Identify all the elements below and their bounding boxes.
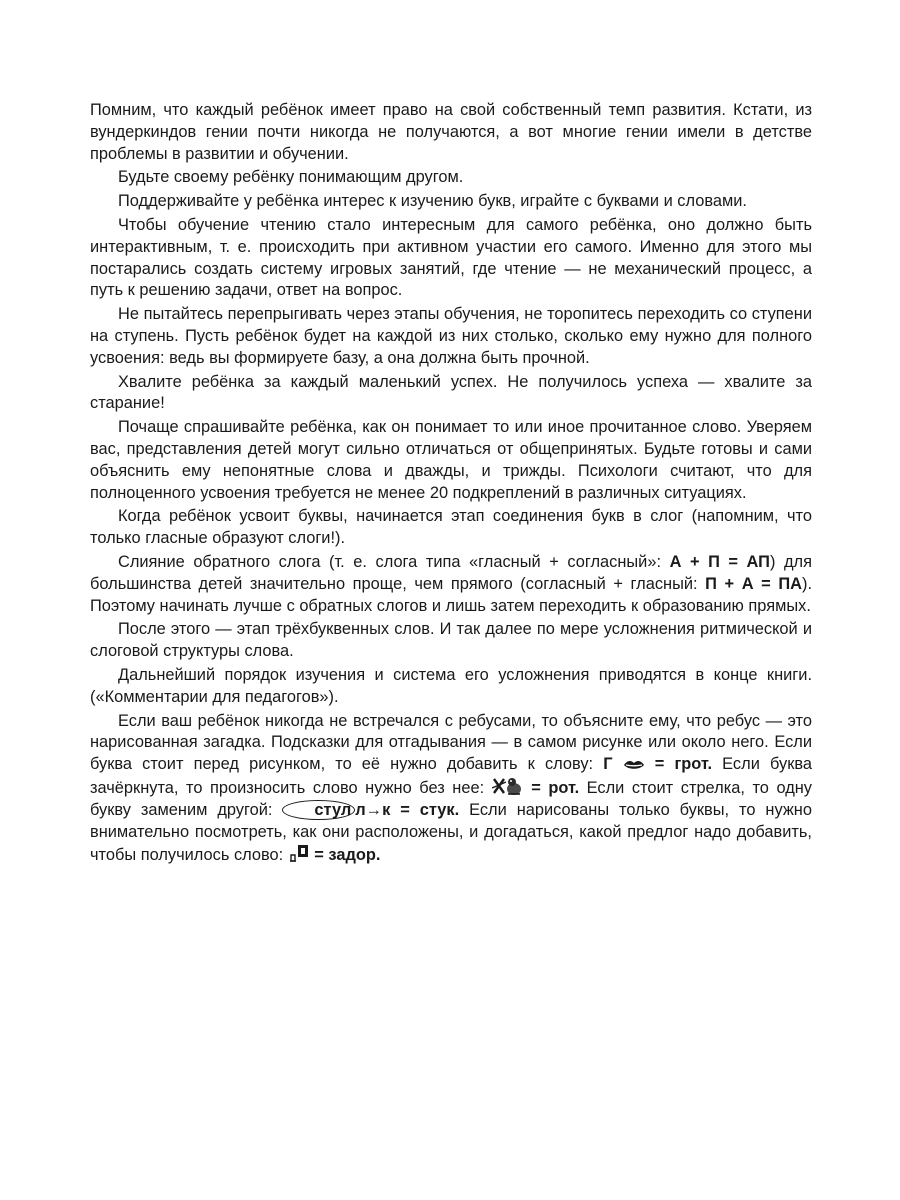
paragraph-interactive: Чтобы обучение чтению стало интересным для самого ребёнка, оно должно быть интерактивным, т. е. происходить при активном участии его самого. Именно для этого мы постарались создать систему игровых занятий, где чтение — не механический процесс, а путь к решению задачи, ответ на вопрос. xyxy=(90,215,812,300)
rebus-example-stuk: л→к = стук. xyxy=(355,800,460,819)
paragraph-stages: Не пытайтесь перепрыгивать через этапы обучения, не торопитесь переходить со ступени на ступень. Пусть ребёнок будет на каждой из них столько, сколько ему нужно для полного усвоения: ведь вы формируете базу, а она должна быть прочной. xyxy=(90,305,812,367)
paragraph-rebus xyxy=(90,711,812,868)
lips-icon xyxy=(623,758,645,772)
paragraph-interest: Поддерживайте у ребёнка интерес к изучению букв, играйте с буквами и словами. xyxy=(118,192,747,211)
rebus-text-3: Если стоит стрелка, то одну букву заменим другой: xyxy=(90,778,813,819)
syllable-example-ap: А + П = АП xyxy=(669,552,770,571)
paragraph-further-order: Дальнейший порядок изучения и система его усложнения приводятся в конце книги. («Комментарии для педагогов»). xyxy=(90,665,812,706)
crossed-x-mole-icon xyxy=(492,776,524,796)
paragraph-syllable: Когда ребёнок усвоит буквы, начинается этап соединения букв в слог (напомним, что только гласные образуют слоги!). xyxy=(90,507,812,548)
syllable-text-3: ). Поэтому начинать лучше с обратных слогов и лишь затем переходить к образованию прямых. xyxy=(90,574,812,615)
do-letters-rebus-icon xyxy=(288,843,310,863)
rebus-text-2: Если буква зачёркнута, то произносить слово нужно без нее: xyxy=(90,755,812,797)
paragraph-praise: Хвалите ребёнка за каждый маленький успех. Не получилось успеха — хвалите за старание! xyxy=(90,372,812,413)
rebus-example-grot: = грот. xyxy=(644,755,713,774)
paragraph-three-letter: После этого — этап трёхбуквенных слов. И так далее по мере усложнения ритмической и слоговой структуры слова. xyxy=(90,620,812,661)
rebus-text-1: Если ваш ребёнок никогда не встречался с ребусами, то объясните ему, что ребус — это нарисованная загадка. Подсказки для отгадывания — в самом рисунке или около него. Если буква стоит перед рисунком, то её нужно добавить к слову: xyxy=(90,711,812,774)
paragraph-ask: Почаще спрашивайте ребёнка, как он понимает то или иное прочитанное слово. Уверяем вас, представления детей могут сильно отличаться от общепринятых. Будьте готовы и сами объяснить ему непонятные слова и дважды, и трижды. Психологи считают, что для полноценного усвоения требуется не менее 20 подкреплений в различных ситуациях. xyxy=(90,418,812,502)
page-text xyxy=(90,100,812,869)
rebus-text-4: Если нарисованы только буквы, то нужно внимательно посмотреть, как они расположены, и догадаться, какой предлог надо добавить, чтобы получилось слово: xyxy=(90,800,812,865)
rebus-example-rot: = рот. xyxy=(523,778,580,797)
syllable-example-pa: П + А = ПА xyxy=(705,574,802,593)
syllable-text-2: ) для большинства детей значительно проще, чем прямого (согласный + гласный: xyxy=(90,552,812,593)
paragraph-friend: Будьте своему ребёнку понимающим другом. xyxy=(118,168,464,187)
rebus-example-letter: Г xyxy=(603,755,613,774)
paragraph-reverse-syllable xyxy=(90,552,812,617)
rebus-circled-word: стул xyxy=(282,800,355,820)
paragraph-tempo: Помним, что каждый ребёнок имеет право на свой собственный темп развития. Кстати, из вундеркиндов гении почти никогда не получаются, а вот многие гении имели в детстве проблемы в развитии и обучении. xyxy=(90,101,812,163)
rebus-example-zador: = задор. xyxy=(309,846,381,865)
syllable-text-1: Слияние обратного слога (т. е. слога типа «гласный + согласный»: xyxy=(118,552,670,571)
